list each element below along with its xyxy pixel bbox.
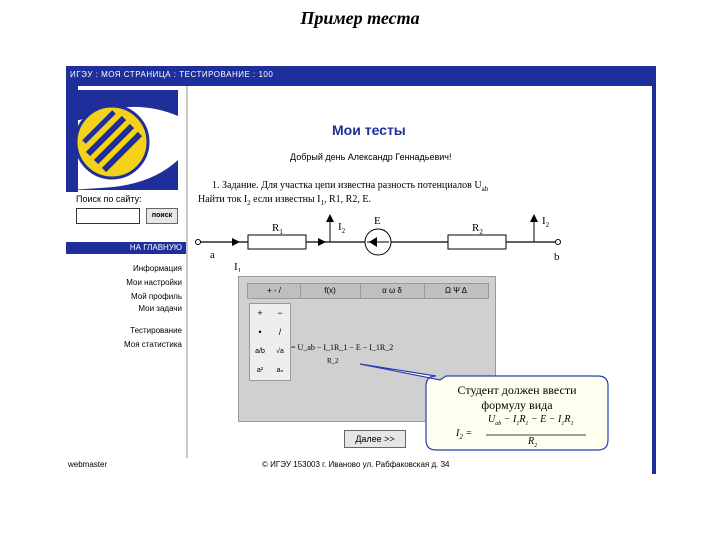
- sidebar-item-info[interactable]: Информация: [133, 264, 182, 273]
- subscript-button[interactable]: aₙ: [276, 367, 284, 374]
- formula-den: $R_2$: [528, 436, 538, 449]
- task-statement-line2: Найти ток $I_2$ если известны $I_1$, R1, R2, E.: [198, 194, 371, 207]
- page-title: Мои тесты: [332, 122, 406, 138]
- tab-operators[interactable]: + - /: [248, 284, 301, 298]
- minus-symbol-button[interactable]: −: [277, 308, 283, 318]
- greeting-text: Добрый день Александр Геннадьевич!: [290, 152, 452, 162]
- formula-input[interactable]: = U_ab − I_1R_1 − E − I_1R_2: [291, 343, 394, 352]
- tab-greek-upper[interactable]: Ω Ψ Δ: [444, 286, 467, 295]
- search-label: Поиск по сайту:: [76, 194, 142, 204]
- tab-functions[interactable]: f(x): [300, 284, 361, 298]
- fraction-button[interactable]: a/b: [255, 348, 265, 355]
- sidebar-item-tasks[interactable]: Мои задачи: [138, 304, 182, 313]
- sidebar-item-testing[interactable]: Тестирование: [130, 326, 182, 335]
- svg-text:b: b: [554, 251, 560, 263]
- slide-title: Пример теста: [300, 8, 420, 28]
- formula-lhs: $I_2$ =: [456, 428, 473, 441]
- webmaster-link[interactable]: webmaster: [68, 460, 108, 469]
- next-button[interactable]: Далее >>: [344, 430, 406, 448]
- formula-numerator: $U_{ab} - I_1R_1 - E - I_1R_1$: [488, 414, 574, 427]
- svg-text:a: a: [210, 249, 215, 261]
- svg-text:E: E: [374, 215, 381, 227]
- callout-text: [432, 383, 602, 413]
- search-button[interactable]: поиск: [146, 208, 178, 224]
- tab-greek-lower[interactable]: α ω δ: [360, 284, 425, 298]
- formula-denominator[interactable]: R_2: [327, 357, 339, 365]
- breadcrumb[interactable]: ИГЭУ : МОЯ СТРАНИЦА : ТЕСТИРОВАНИЕ : 100: [70, 70, 274, 79]
- svg-text:I1: $I_1$: [234, 261, 242, 272]
- sqrt-button[interactable]: √a: [276, 348, 284, 355]
- svg-text:R2: $R_2$: [472, 222, 483, 236]
- callout-line1: Студент должен ввести: [457, 383, 577, 397]
- task-statement-line1: 1. Задание. Для участка цепи известна разность потенциалов $U_{ab}$: [212, 180, 489, 193]
- svg-text:R1: $R_1$: [272, 222, 283, 236]
- callout-line2: формулу вида: [481, 398, 553, 412]
- multiply-symbol-button[interactable]: •: [258, 327, 262, 337]
- divide-symbol-button[interactable]: /: [278, 327, 282, 337]
- sidebar-item-profile[interactable]: Мой профиль: [130, 292, 182, 301]
- svg-text:I2: $I_2$: [542, 215, 550, 229]
- footer-address: © ИГЭУ 153003 г. Иваново ул. Рабфаковская д. 34: [262, 460, 450, 469]
- svg-text:I2: $I_2$: [338, 221, 346, 235]
- callout-formula: [448, 414, 598, 450]
- power-button[interactable]: a²: [256, 367, 264, 374]
- sidebar-item-statistics[interactable]: Моя статистика: [124, 340, 182, 349]
- sidebar-item-settings[interactable]: Мои настройки: [126, 278, 182, 287]
- home-link[interactable]: НА ГЛАВНУЮ: [66, 242, 186, 254]
- plus-symbol-button[interactable]: +: [257, 308, 263, 318]
